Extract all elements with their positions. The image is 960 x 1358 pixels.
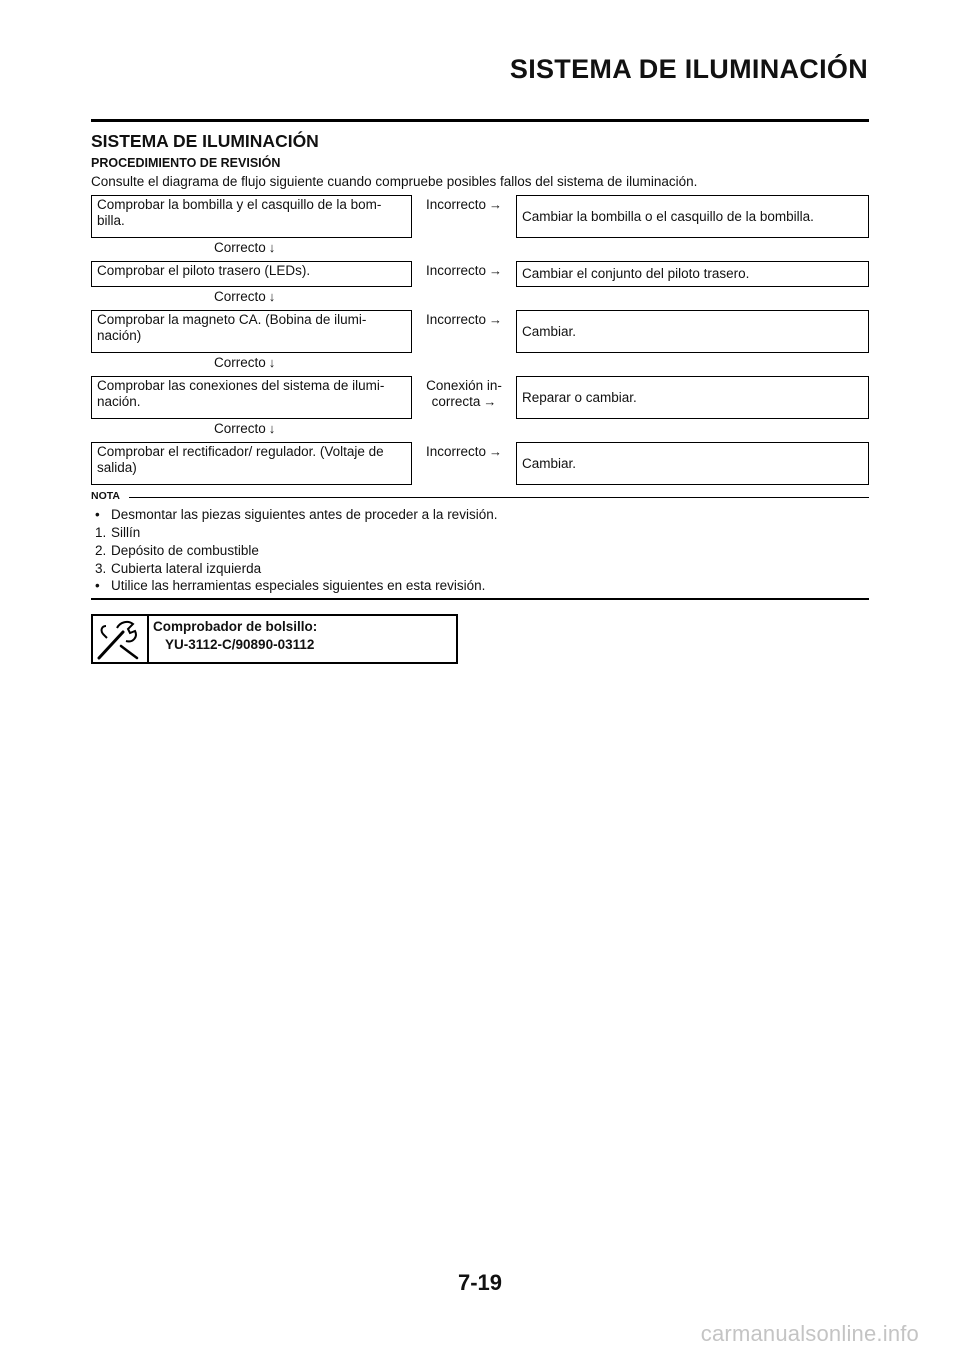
nota-header [91,490,869,504]
arrow-down-icon: ↓ [268,289,276,304]
flow-ok-label: Correcto ↓ [214,355,276,370]
page-header-title: SISTEMA DE ILUMINACIÓN [509,54,868,84]
flow-action-box: Cambiar. [516,310,869,353]
nota-item: 1. Sillín [95,525,141,540]
intro-text: Consulte el diagrama de flujo siguiente cuando compruebe posibles fallos del sistema de iluminación. [91,174,698,189]
flow-action-box: Cambiar la bombilla o el casquillo de la bombilla. [516,195,869,238]
nota-item: • Utilice las herramientas especiales siguientes en esta revisión. [95,578,486,593]
arrow-down-icon: ↓ [268,240,276,255]
flow-ok-label: Correcto ↓ [214,240,276,255]
arrow-right-icon: → [489,263,503,278]
flow-ok-label: Correcto ↓ [214,289,276,304]
flow-action-box: Cambiar. [516,442,869,485]
nota-item: 2. Depósito de combustible [95,543,259,558]
header-rule [91,119,869,122]
flow-fail-label: Incorrecto → [425,263,503,278]
flow-check-box: Comprobar las conexiones del sistema de ilumi-nación. [91,376,412,419]
flow-fail-label: Conexión in-correcta → [426,378,502,409]
nota-end-rule [91,598,869,600]
arrow-right-icon: → [483,394,497,409]
flow-fail-label: Incorrecto → [425,312,503,327]
nota-label: NOTA [91,490,124,502]
flow-action-box: Cambiar el conjunto del piloto trasero. [516,261,869,287]
flow-check-box: Comprobar la magneto CA. (Bobina de ilumi-nación) [91,310,412,353]
flow-fail-label: Incorrecto → [425,197,503,212]
nota-item: 3. Cubierta lateral izquierda [95,561,262,576]
wrench-tool-icon [93,616,149,662]
flow-action-box: Reparar o cambiar. [516,376,869,419]
tool-name: Comprobador de bolsillo: [153,619,318,634]
flow-check-box: Comprobar la bombilla y el casquillo de la bom-billa. [91,195,412,238]
special-tool-box [91,614,458,664]
flow-check-box: Comprobar el piloto trasero (LEDs). [91,261,412,287]
flow-check-box: Comprobar el rectificador/ regulador. (Voltaje de salida) [91,442,412,485]
watermark[interactable]: carmanualsonline.info [700,1321,919,1346]
tool-code: YU-3112-C/90890-03112 [165,637,315,652]
arrow-down-icon: ↓ [268,421,276,436]
arrow-right-icon: → [489,444,503,459]
nota-rule [129,497,869,498]
flow-ok-label: Correcto ↓ [214,421,276,436]
procedure-subtitle: PROCEDIMIENTO DE REVISIÓN [91,156,281,170]
arrow-right-icon: → [489,197,503,212]
page-number: 7-19 [457,1270,503,1295]
nota-item: • Desmontar las piezas siguientes antes de proceder a la revisión. [95,507,498,522]
section-title: SISTEMA DE ILUMINACIÓN [91,131,319,151]
flow-fail-label: Incorrecto → [425,444,503,459]
arrow-down-icon: ↓ [268,355,276,370]
arrow-right-icon: → [489,312,503,327]
